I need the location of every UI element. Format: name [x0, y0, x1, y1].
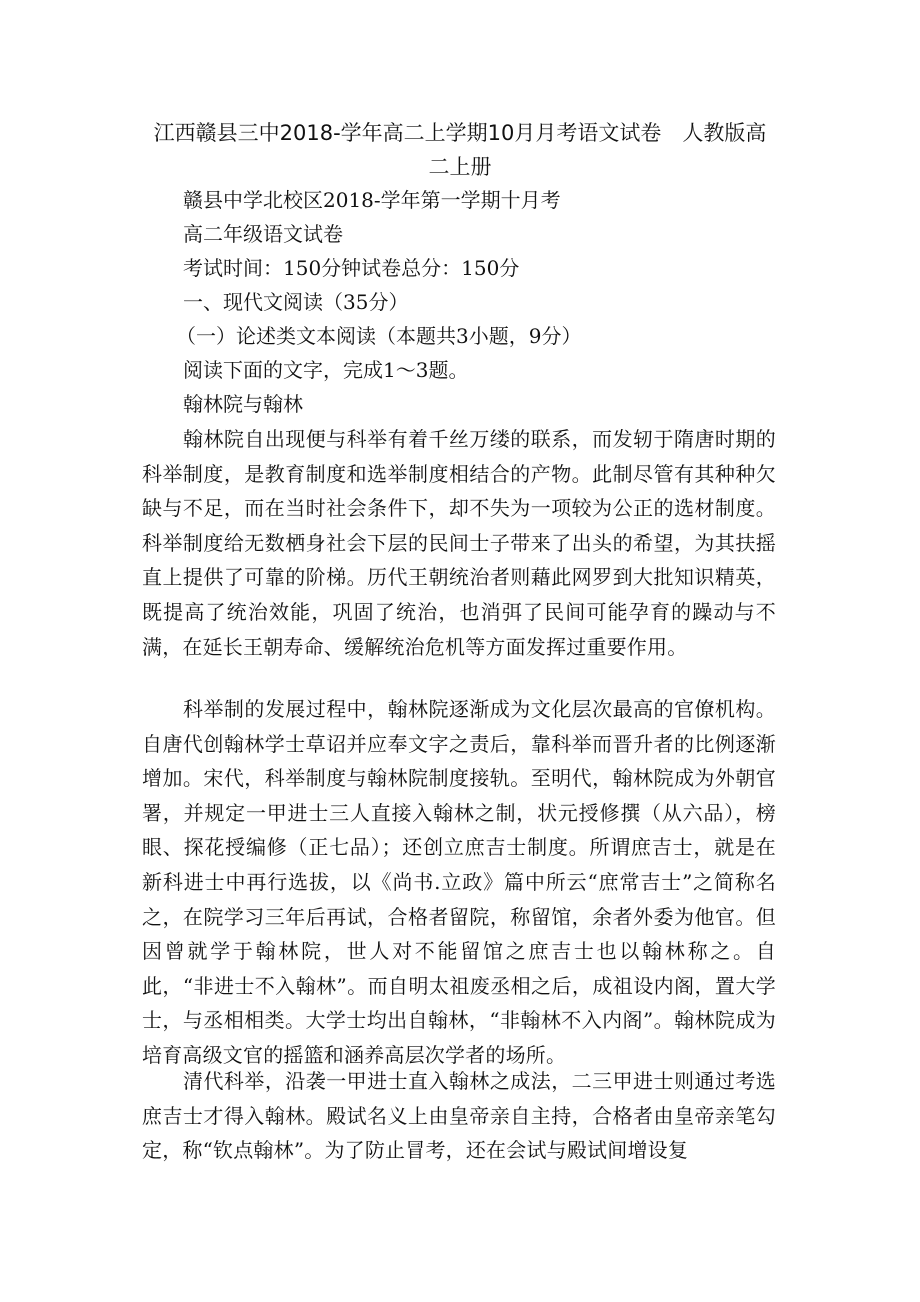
- grade-subject-line: 高二年级语文试卷: [183, 222, 343, 246]
- document-title: 江西赣县三中2018-学年高二上学期10月月考语文试卷 人教版高二上册: [153, 121, 767, 179]
- section-heading: 一、现代文阅读（35分）: [183, 290, 409, 314]
- reading-instruction: 阅读下面的文字，完成1～3题。: [183, 358, 469, 382]
- school-exam-line: 赣县中学北校区2018-学年第一学期十月考: [183, 188, 561, 212]
- exam-time-score-line: 考试时间：150分钟试卷总分：150分: [183, 256, 520, 280]
- article-paragraph-2: 科举制的发展过程中，翰林院逐渐成为文化层次最高的官僚机构。自唐代创翰林学士草诏并应奉文字之责后，靠科举而晋升者的比例逐渐增加。宋代，科举制度与翰林院制度接轨。至明代，翰林院成为外朝官署，并规定一甲进士三人直接入翰林之制，状元授修撰（从六品），榜眼、探花授编修（正七品）；还创立庶吉士制度。所谓庶吉士，就是在新科进士中再行选拔，以《尚书.立政》篇中所云“庶常吉士”之简称名之，在院学习三年后再试，合格者留院，称留馆，余者外委为他官。但因曾就学于翰林院，世人对不能留馆之庶吉士也以翰林称之。自此，“非进士不入翰林”。而自明太祖废丞相之后，成祖设内阁，置大学士，与丞相相类。大学士均出自翰林，“非翰林不入内阁”。翰林院成为培育高级文官的摇篮和涵养高层次学者的场所。: [142, 697, 776, 1067]
- article-paragraph-3: 清代科举，沿袭一甲进士直入翰林之成法，二三甲进士则通过考选庶吉士才得入翰林。殿试名义上由皇帝亲自主持，合格者由皇帝亲笔勾定，称“钦点翰林”。为了防止冒考，还在会试与殿试间增设复: [142, 1069, 776, 1163]
- article-title: 翰林院与翰林: [183, 392, 303, 416]
- article-paragraph-1: 翰林院自出现便与科举有着千丝万缕的联系，而发轫于隋唐时期的科举制度，是教育制度和选举制度相结合的产物。此制尽管有其种种欠缺与不足，而在当时社会条件下，却不失为一项较为公正的选材制度。科举制度给无数栖身社会下层的民间士子带来了出头的希望，为其扶摇直上提供了可靠的阶梯。历代王朝统治者则藉此网罗到大批知识精英，既提高了统治效能，巩固了统治，也消弭了民间可能孕育的躁动与不满，在延长王朝寿命、缓解统治危机等方面发挥过重要作用。: [142, 427, 776, 659]
- subsection-heading: （一）论述类文本阅读（本题共3小题，9分）: [176, 324, 582, 348]
